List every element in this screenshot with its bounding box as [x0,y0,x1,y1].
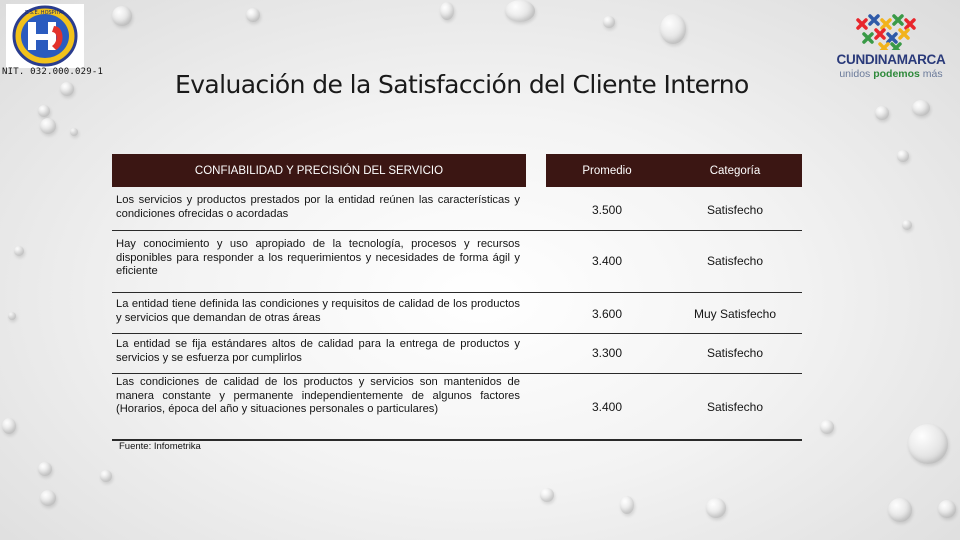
source-note: Fuente: Infometrika [119,441,201,452]
water-drop-decoration [875,106,889,120]
water-drop-decoration [70,128,78,136]
water-drop-decoration [897,150,909,162]
table-row [112,376,802,440]
brand-name: CUNDINAMARCA [836,52,946,67]
header-criterio: CONFIABILIDAD Y PRECISIÓN DEL SERVICIO [112,154,526,187]
water-drop-decoration [603,16,615,28]
row-promedio: 3.400 [591,400,623,414]
row-criterio: Los servicios y productos prestados por la entidad reúnen las características y condiciones ofrecidas o acordadas [116,194,520,220]
table-row [112,338,802,370]
row-promedio: 3.600 [591,307,623,321]
page-title: Evaluación de la Satisfacción del Cliente Interno [175,70,749,99]
row-promedio: 3.400 [591,254,623,268]
water-drop-decoration [912,100,930,116]
svg-text:E.S.E. HOSPITAL: E.S.E. HOSPITAL [24,10,66,16]
water-drop-decoration [620,496,634,514]
hospital-logo [6,4,84,68]
water-drop-decoration [660,14,686,44]
table-row [112,194,802,234]
row-categoria: Satisfecho [706,203,764,217]
row-promedio: 3.500 [591,203,623,217]
nit-label: NIT. 032.000.029-1 [2,67,104,77]
row-categoria: Satisfecho [706,254,764,268]
row-criterio: La entidad se fija estándares altos de calidad para la entrega de productos y servicios y se esfuerza por cumplirlos [116,338,520,364]
water-drop-decoration [100,470,112,482]
water-drop-decoration [888,498,912,522]
row-criterio: Las condiciones de calidad de los productos y servicios son mantenidos de manera constante y permanente independientemente de algunos factores (Horarios, época del año y situaciones personales o particulares) [116,376,520,416]
row-divider [112,333,802,334]
water-drop-decoration [908,424,948,464]
header-categoria: Categoría [668,154,802,187]
row-criterio: La entidad tiene definida las condiciones y requisitos de calidad de los productos y servicios que demandan de otras áreas [116,298,520,324]
table-bottom-border [112,439,802,441]
table-row [112,238,802,290]
row-categoria: Satisfecho [706,400,764,414]
row-categoria: Muy Satisfecho [693,307,777,321]
cundinamarca-logo [832,8,950,78]
water-drop-decoration [820,420,834,434]
water-drop-decoration [38,462,52,476]
row-divider [112,230,802,231]
water-drop-decoration [540,488,554,502]
brand-slogan: unidos podemos más [839,68,943,80]
water-drop-decoration [40,490,56,506]
row-categoria: Satisfecho [706,346,764,360]
row-criterio: Hay conocimiento y uso apropiado de la tecnología, procesos y recursos disponibles para responder a los requerimientos y necesidades de forma ágil y eficiente [116,238,520,278]
water-drop-decoration [40,118,56,134]
row-divider [112,292,802,293]
water-drop-decoration [8,312,16,320]
water-drop-decoration [902,220,912,230]
header-promedio: Promedio [546,154,668,187]
water-drop-decoration [706,498,726,518]
water-drop-decoration [246,8,260,22]
water-drop-decoration [112,6,132,26]
cundinamarca-emblem-icon [832,8,950,50]
water-drop-decoration [60,82,74,96]
row-promedio: 3.300 [591,346,623,360]
water-drop-decoration [505,0,535,22]
water-drop-decoration [14,246,24,256]
table-row [112,298,802,330]
row-divider [112,373,802,374]
water-drop-decoration [938,500,956,518]
water-drop-decoration [2,418,16,434]
water-drop-decoration [38,105,50,117]
water-drop-decoration [440,2,454,20]
